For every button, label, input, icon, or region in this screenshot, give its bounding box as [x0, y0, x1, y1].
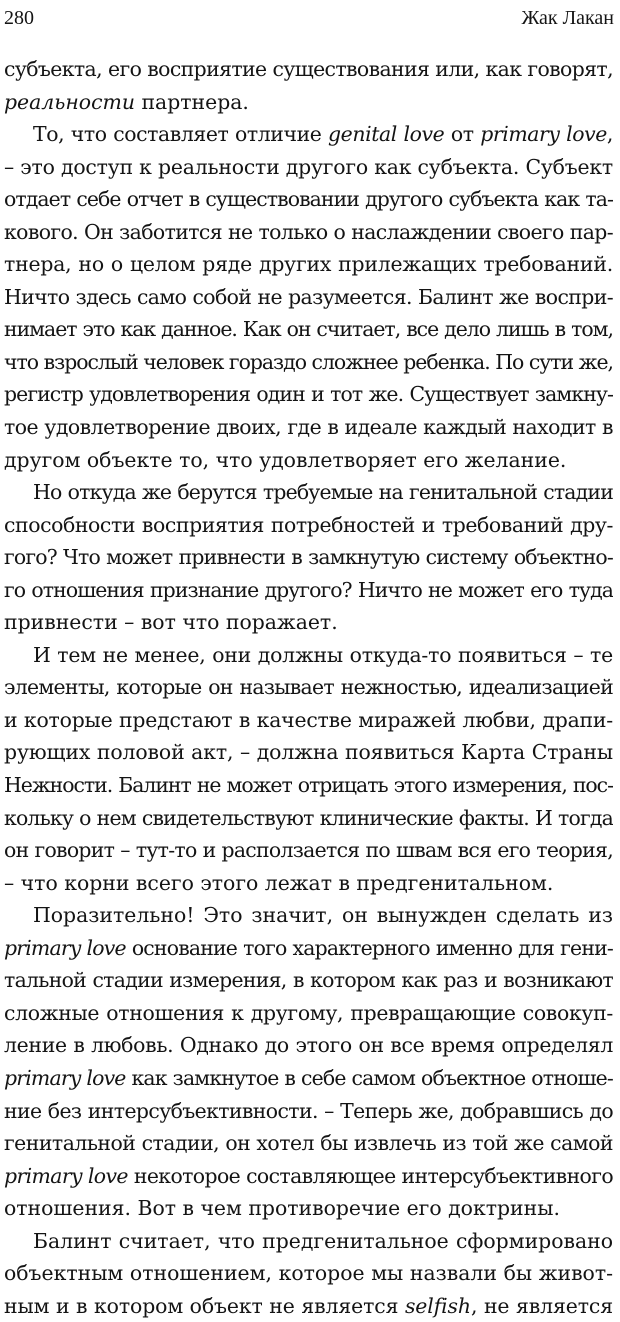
- text-segment: То, что составляет отличие: [33, 122, 329, 147]
- text-segment: Ничто здесь само собой не разумеется. Балинт же воспри-: [4, 284, 613, 309]
- text-segment: как замкнутое в себе самом объектное отноше-: [125, 1065, 613, 1090]
- text-segment: что взрослый человек гораздо сложнее ребенка. По сути же,: [4, 349, 613, 374]
- text-line: [4, 1225, 613, 1258]
- italic-text: реальности: [4, 89, 135, 114]
- text-segment: тое удовлетворение двоих, где в идеале каждый находит в: [4, 415, 613, 440]
- text-segment: регистр удовлетворения один и тот же. Существует замкну-: [4, 382, 613, 407]
- text-line: [4, 639, 613, 672]
- text-segment: он говорит – тут-то и расползается по швам вся его теория,: [4, 838, 613, 863]
- text-segment: Но откуда же берутся требуемые на генитальной стадии: [33, 480, 613, 505]
- text-line: [4, 444, 613, 477]
- text-segment: ным и в котором объект не является: [4, 1293, 405, 1318]
- italic-text: primary love: [4, 1163, 128, 1188]
- text-line: [4, 574, 613, 607]
- text-segment: отдает себе отчет в существовании другого субъекта как та-: [4, 187, 613, 212]
- body-text: [4, 53, 613, 1322]
- text-line: [4, 151, 613, 184]
- text-line: [4, 606, 613, 639]
- text-segment: от: [444, 122, 481, 147]
- text-line: [4, 899, 613, 932]
- text-segment: кольку о нем свидетельствуют клинические факты. И тогда: [4, 805, 613, 830]
- text-segment: партнера.: [134, 89, 249, 114]
- text-segment: ние без интерсубъективности. – Теперь же, добравшись до: [4, 1098, 613, 1123]
- text-line: [4, 997, 613, 1030]
- text-line: [4, 671, 613, 704]
- text-segment: , не является: [470, 1293, 613, 1318]
- text-line: [4, 248, 613, 281]
- text-segment: нимает это как данное. Как он считает, все дело лишь в том,: [4, 317, 613, 342]
- text-segment: Нежности. Балинт не может отрицать этого измерения, пос-: [4, 773, 613, 798]
- text-segment: основание того характерного именно для гени-: [125, 935, 613, 960]
- text-segment: Балинт считает, что предгенитальное сформировано: [33, 1228, 613, 1253]
- running-head-author: Жак Лакан: [521, 7, 614, 29]
- text-line: [4, 1029, 613, 1062]
- text-segment: привнести – вот что поражает.: [4, 610, 338, 635]
- text-segment: кового. Он заботится не только о наслаждении своего пар-: [4, 219, 613, 244]
- text-segment: Поразительно! Это значит, он вынужден сделать из: [33, 903, 613, 928]
- text-line: [4, 476, 613, 509]
- text-line: [4, 313, 613, 346]
- text-segment: другом объекте то, что удовлетворяет его желание.: [4, 447, 567, 472]
- text-segment: некоторое составляющее интерсубъективного: [127, 1163, 613, 1188]
- page-number: 280: [4, 7, 34, 29]
- text-line: [4, 1127, 613, 1160]
- text-segment: рующих половой акт, – должна появиться Карта Страны: [4, 740, 613, 765]
- text-segment: тнера, но о целом ряде других прилежащих требований.: [4, 252, 613, 277]
- text-line: [4, 736, 613, 769]
- italic-text: genital love: [328, 122, 445, 147]
- text-line: [4, 346, 613, 379]
- italic-text: primary love: [480, 122, 607, 147]
- text-segment: тальной стадии измерения, в котором как раз и возникают: [4, 968, 613, 993]
- text-line: [4, 1290, 613, 1322]
- text-segment: ,: [606, 122, 613, 147]
- text-segment: отношения. Вот в чем противоречие его доктрины.: [4, 1196, 560, 1221]
- text-line: [4, 86, 613, 119]
- text-segment: сложные отношения к другому, превращающие совокуп-: [4, 1000, 613, 1025]
- text-segment: го отношения признание другого? Ничто не может его туда: [4, 577, 613, 602]
- text-line: [4, 183, 613, 216]
- text-segment: генитальной стадии, он хотел бы извлечь из той же самой: [4, 1131, 613, 1156]
- text-line: [4, 834, 613, 867]
- text-line: [4, 1257, 613, 1290]
- text-line: [4, 802, 613, 835]
- text-line: [4, 378, 613, 411]
- italic-text: primary love: [4, 1065, 126, 1090]
- text-segment: – что корни всего этого лежат в предгенитальном.: [4, 870, 554, 895]
- text-line: [4, 932, 613, 965]
- text-segment: субъекта, его восприятие существования или, как говорят,: [4, 57, 613, 81]
- text-line: [4, 216, 613, 249]
- text-line: [4, 964, 613, 997]
- text-line: [4, 1160, 613, 1193]
- text-line: [4, 411, 613, 444]
- text-segment: способности восприятия потребностей и требований дру-: [4, 512, 613, 537]
- text-segment: и которые предстают в качестве миражей любви, драпи-: [4, 707, 613, 732]
- italic-text: selfish: [404, 1293, 471, 1318]
- text-line: [4, 281, 613, 314]
- text-line: [4, 769, 613, 802]
- italic-text: primary love: [4, 935, 126, 960]
- text-line: [4, 53, 613, 86]
- text-line: [4, 1062, 613, 1095]
- text-segment: ление в любовь. Однако до этого он все время определял: [4, 1033, 613, 1058]
- text-line: [4, 541, 613, 574]
- text-segment: – это доступ к реальности другого как субъекта. Субъект: [4, 154, 613, 179]
- page-header: [4, 4, 614, 32]
- text-line: [4, 867, 613, 900]
- text-segment: объектным отношением, которое мы назвали бы живот-: [4, 1261, 613, 1286]
- text-line: [4, 509, 613, 542]
- text-segment: элементы, которые он называет нежностью, идеализацией: [4, 675, 613, 700]
- text-line: [4, 1192, 613, 1225]
- text-line: [4, 118, 613, 151]
- text-segment: И тем не менее, они должны откуда-то появиться – те: [33, 642, 613, 667]
- text-line: [4, 704, 613, 737]
- text-segment: гого? Что может привнести в замкнутую систему объектно-: [4, 545, 613, 570]
- text-line: [4, 1095, 613, 1128]
